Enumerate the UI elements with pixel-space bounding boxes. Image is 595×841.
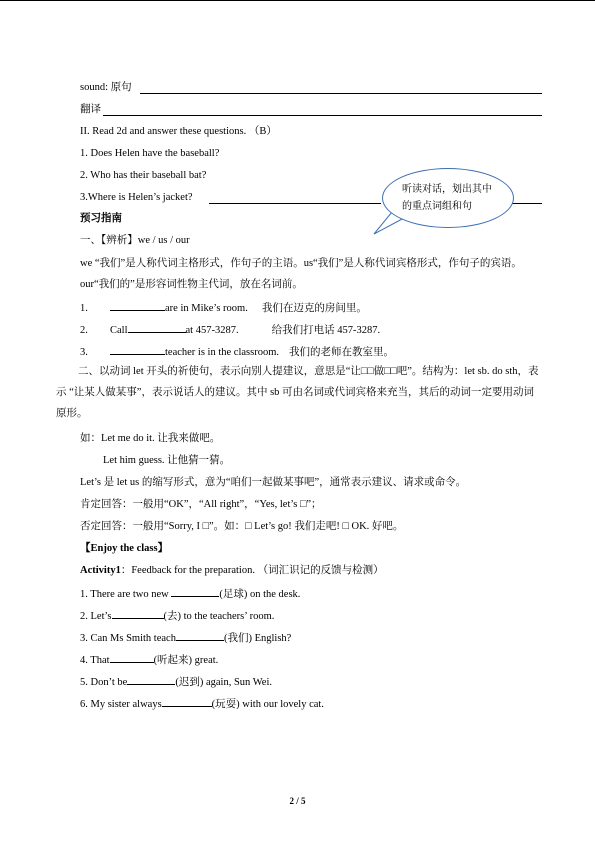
negative-answer: 否定回答：一般用“Sorry, I □”。如：□ Let’s go! 我们走吧! □ OK. 好吧。 <box>80 521 404 532</box>
exercise-4 <box>80 652 218 668</box>
exercise-1-after: (足球) on the desk. <box>219 589 301 600</box>
example-1-cn: 我们在迈克的房间里。 <box>261 303 367 314</box>
example-1-text: are in Mike’s room. <box>165 303 248 314</box>
exercise-4-blank[interactable] <box>110 652 154 663</box>
example-3-cn: 我们的老师在教室里。 <box>289 347 395 358</box>
activity-1-heading <box>80 564 384 578</box>
exercise-4-after: (听起来) great. <box>153 655 219 666</box>
example-intro: 如：Let me do it. 让我来做吧。 <box>80 433 221 444</box>
sound-label: sound: 原句 <box>80 82 132 93</box>
question-3-answer-line[interactable] <box>209 203 381 204</box>
exercise-5-blank[interactable] <box>127 674 175 685</box>
exercise-2-before: 2. Let’s <box>80 611 112 622</box>
exercise-1-blank[interactable] <box>171 586 219 597</box>
example-1-num: 1. <box>80 303 88 314</box>
callout-bubble <box>382 168 514 228</box>
part1-heading: 一、【辨析】we / us / our <box>80 235 190 246</box>
exercise-6-before: 6. My sister always <box>80 699 162 710</box>
example-let-him: Let him guess. 让他猜一猜。 <box>103 455 231 466</box>
exercise-2 <box>80 608 274 624</box>
exercise-5 <box>80 674 272 690</box>
question-2: 2. Who has their baseball bat? <box>80 170 207 181</box>
activity-1-label: Activity1 <box>80 565 121 576</box>
exercise-6-after: (玩耍) with our lovely cat. <box>211 699 324 710</box>
question-1: 1. Does Helen have the baseball? <box>80 148 220 159</box>
exercise-3 <box>80 630 291 646</box>
translate-answer-line[interactable] <box>103 115 542 116</box>
example-2-text: at 457-3287. <box>185 325 239 336</box>
exercise-5-before: 5. Don’t be <box>80 677 128 688</box>
part2-paragraph: 二、以动词 let 开头的祈使句，表示向别人提建议，意思是“让□□做□□吧”。结构为：let sb. do sth，表示 “让某人做某事”，表示说话人的建议。其中 sb 可由名词或代词宾格来充当，其后的动词一定要用动词原形。 <box>56 366 539 419</box>
exercise-2-blank[interactable] <box>112 608 164 619</box>
example-2-blank[interactable] <box>128 322 186 333</box>
example-2-cn: 给我们打电话 457-3287. <box>271 325 381 336</box>
part1-paragraph: we “我们”是人称代词主格形式，作句子的主语。us“我们”是人称代词宾格形式，作句子的宾语。our“我们的”是形容词性物主代词，放在名词前。 <box>80 258 522 290</box>
example-2 <box>80 322 380 338</box>
sound-line <box>80 81 132 95</box>
example-3-text: teacher is in the classroom. <box>165 347 280 358</box>
positive-answer: 肯定回答：一般用“OK”，“All right”，“Yes, let’s □”； <box>80 499 322 510</box>
sound-answer-line[interactable] <box>140 93 542 94</box>
guide-title: 预习指南 <box>80 213 122 224</box>
exercise-3-before: 3. Can Ms Smith teach <box>80 633 176 644</box>
example-1 <box>80 300 367 316</box>
callout-text: 听读对话，划出其中的重点词组和句 <box>402 184 492 212</box>
example-2-before: Call <box>110 325 128 336</box>
exercise-3-after: (我们) English? <box>223 633 292 644</box>
exercise-5-after: (迟到) again, Sun Wei. <box>175 677 272 688</box>
example-3 <box>80 344 394 360</box>
translate-label: 翻译 <box>80 104 101 115</box>
example-3-num: 3. <box>80 347 88 358</box>
enjoy-title: 【Enjoy the class】 <box>80 543 169 554</box>
activity-1-desc: ：Feedback for the preparation. （词汇识记的反馈与检测） <box>120 565 384 576</box>
exercise-3-blank[interactable] <box>176 630 224 641</box>
example-1-blank[interactable] <box>110 300 165 311</box>
example-3-blank[interactable] <box>110 344 165 355</box>
example-2-num: 2. <box>80 325 88 336</box>
question-3: 3.Where is Helen’s jacket? <box>80 192 193 203</box>
exercise-1-before: 1. There are two new <box>80 589 172 600</box>
question-3-answer-line-end[interactable] <box>512 203 542 204</box>
page-number: 2 / 5 <box>289 796 306 806</box>
exercise-2-after: (去) to the teachers’ room. <box>163 611 275 622</box>
lets-paragraph: Let’s 是 let us 的缩写形式，意为“咱们一起做某事吧”，通常表示建议、请求或命令。 <box>80 477 467 488</box>
section2-title: II. Read 2d and answer these questions. （B） <box>80 126 277 137</box>
exercise-6 <box>80 696 324 712</box>
exercise-6-blank[interactable] <box>162 696 212 707</box>
exercise-1 <box>80 586 300 602</box>
header-rule <box>0 0 595 1</box>
exercise-4-before: 4. That <box>80 655 110 666</box>
translate-line <box>80 103 101 117</box>
